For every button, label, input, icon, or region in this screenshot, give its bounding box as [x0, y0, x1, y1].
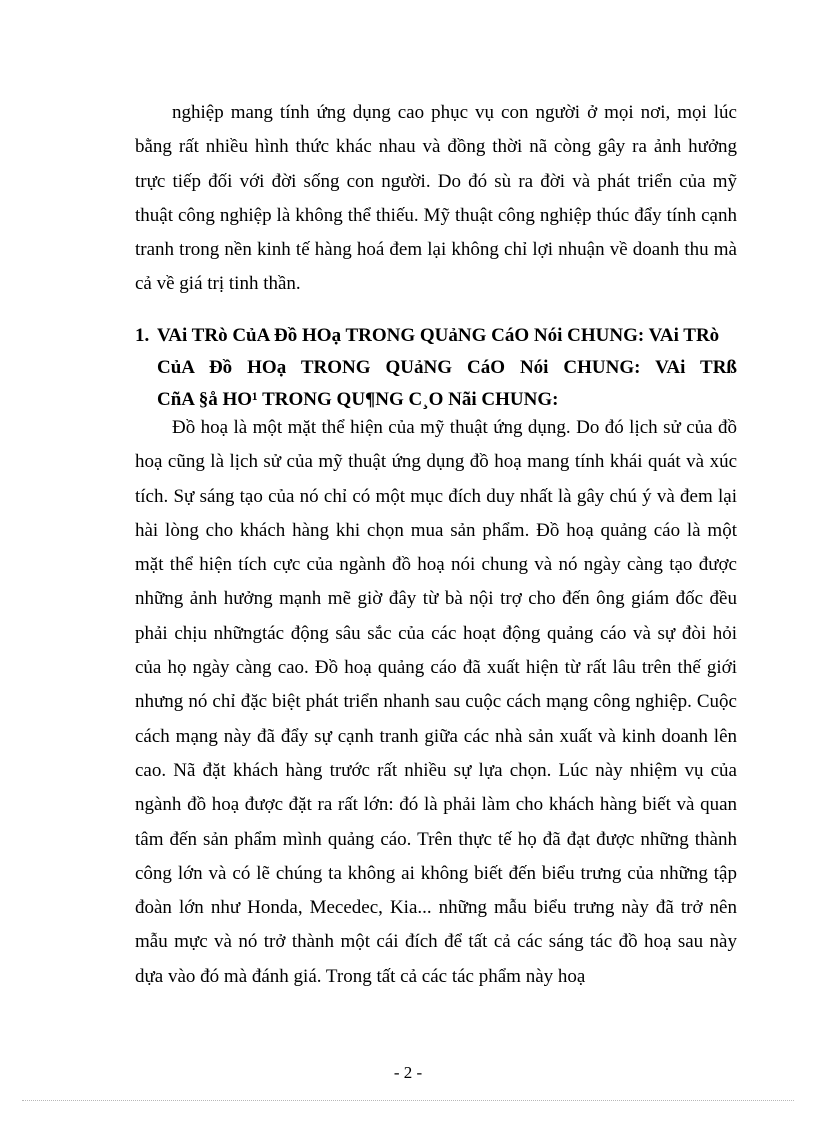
paragraph-2-text: Đồ hoạ là một mặt thể hiện của mỹ thuật ứng dụng. Do đó lịch sử của đồ hoạ cũng là lịch sử của mỹ thuật ứng dụng đồ hoạ mang tính khái quát và xúc tích. Sự sáng tạo của nó chỉ có một mục đích duy nhất là gây chú ý và đem lại hài lòng cho khách hàng khi chọn mua sản phẩm. Đồ hoạ quảng cáo là một mặt thể hiện tích cực của ngành đồ hoạ nói chung và nó ngày càng tạo được những ảnh hưởng mạnh mẽ giờ đây từ bà nội trợ cho đến ông giám đốc đều phải chịu nhữngtác động sâu sắc của các hoạt động quảng cáo và sự đòi hỏi của họ ngày càng cao. Đồ hoạ quảng cáo đã xuất hiện từ rất lâu trên thế giới nhưng nó chỉ đặc biệt phát triển nhanh sau cuộc cách mạng công nghiệp. Cuộc cách mạng này đã đẩy sự cạnh tranh giữa các nhà sản xuất và kinh doanh lên cao. Nã đặt khách hàng trước rất nhiều sự lựa chọn. Lúc này nhiệm vụ của ngành đồ hoạ được đặt ra rất lớn: đó là phải làm cho khách hàng biết và quan tâm đến sản phẩm mình quảng cáo. Trên thực tế họ đã đạt được những thành công lớn và có lẽ chúng ta không ai không biết đến biểu trưng của những tập đoàn lớn như Honda, Mecedec, Kia... những mẫu biểu trưng này đã trở nên mẫu mực và nó trở thành một cái đích để tất cả các sáng tác đồ hoạ sau này dựa vào đó mà đánh giá. Trong tất cả các tác phẩm này hoạ — [135, 417, 737, 987]
heading-line-2: CủA Đồ HOạ TRONG QUảNG CáO Nói CHUNG: VAi TRß — [157, 357, 737, 378]
body-paragraph-2 — [135, 411, 737, 994]
heading-line-1-row — [135, 320, 737, 352]
page-number: - 2 - — [393, 1063, 423, 1082]
heading-line-3: CñA §å HO¹ TRONG QU¶NG C¸O Nãi CHUNG: — [157, 389, 559, 410]
section-heading — [135, 320, 737, 416]
heading-number: 1. — [135, 325, 150, 346]
heading-line-1: VAi TRò CủA Đồ HOạ TRONG QUảNG CáO Nói CHUNG: VAi TRò — [157, 325, 720, 346]
paragraph-1-text: nghiệp mang tính ứng dụng cao phục vụ con người ở mọi nơi, mọi lúc bằng rất nhiều hình thức khác nhau và đồng thời nã còng gây ra ảnh hưởng trực tiếp đối với đời sống con người. Do đó sù ra đời và phát triển của mỹ thuật công nghiệp là không thể thiếu. Mỹ thuật công nghiệp thúc đẩy tính cạnh tranh trong nền kinh tế hàng hoá đem lại không chỉ lợi nhuận về doanh thu mà cả về giá trị tinh thần. — [135, 102, 737, 295]
page-bottom-divider — [22, 1100, 794, 1101]
body-paragraph-1 — [135, 96, 737, 302]
